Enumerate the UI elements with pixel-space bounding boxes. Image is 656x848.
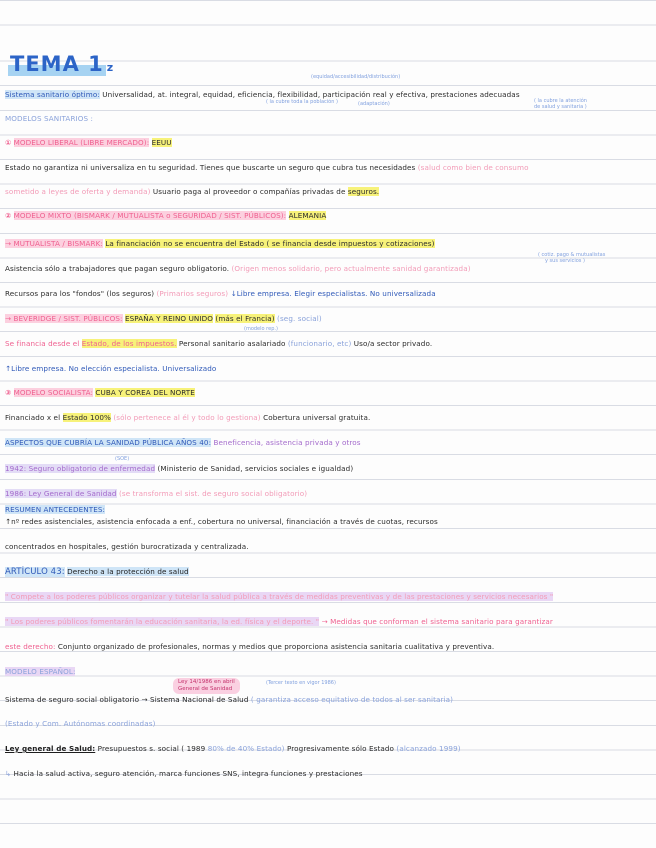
articulo-text: Derecho a la protección de salud <box>67 567 189 576</box>
line-mutualista <box>5 238 650 249</box>
recursos-aside: (Primarios seguros) <box>156 289 229 298</box>
line-1986 <box>5 488 650 499</box>
liberal-desc2-aside: sometido a leyes de oferta y demanda) <box>5 187 151 196</box>
socialista-countries: CUBA Y COREA DEL NORTE <box>95 388 195 397</box>
socialista-fin-rest: Cobertura universal gratuita. <box>263 413 371 422</box>
liberal-number: ① <box>5 138 12 147</box>
modelo-esp-label: MODELO ESPAÑOL: <box>5 667 76 676</box>
note-atencion-2: de salud y sanitaria ) <box>534 104 587 110</box>
liberal-desc2-main: Usuario paga al proveedor o compañías privadas de <box>152 187 346 196</box>
note-mutualista: ( cotiz. pago & mutualistas <box>538 252 606 258</box>
socialista-label: MODELO SOCIALISTA: <box>13 388 94 397</box>
mutualista-text: La financiación no se encuentra del Estado ( se financia desde impuestos y cotizaciones) <box>105 239 435 248</box>
aspectos-text: Beneficencia, asistencia privada y otros <box>213 438 361 447</box>
line-derecho <box>5 641 650 652</box>
resumen-label: RESUMEN ANTECEDENTES: <box>5 505 106 514</box>
line-estado: (Estado y Com. Autónomas coordinadas) <box>5 719 156 728</box>
pill-line2: General de Sanidad <box>178 686 233 692</box>
beveridge-aside: (seg. social) <box>277 314 322 323</box>
line-libre: ↑Libre empresa. No elección especialista. Universalizado <box>5 364 217 373</box>
line-recursos <box>5 288 650 299</box>
financia-end: Uso/a sector privado. <box>353 339 433 348</box>
liberal-desc-aside: (salud como bien de consumo <box>417 163 529 172</box>
recursos-rest: ↓Libre empresa. Elegir especialistas. No universalizada <box>230 289 436 298</box>
note-adaptacion: (adaptación) <box>358 101 390 107</box>
seguridad-label: Sistema Nacional de Salud <box>150 695 249 704</box>
line-resumen-2: concentrados en hospitales, gestión burocratizada y centralizada. <box>5 542 249 551</box>
hacia-arrow-icon: ↳ <box>5 769 12 778</box>
liberal-desc-main: Estado no garantiza ni universaliza en tu seguridad. Tienes que buscarte un seguro que cubra tus necesidades <box>5 163 416 172</box>
leygeneral-rest: Progresivamente sólo Estado <box>286 744 395 753</box>
line-aspectos <box>5 437 650 448</box>
line-compete <box>5 591 650 602</box>
aspectos-label: ASPECTOS QUE CUBRÍA LA SANIDAD PÚBLICA AÑOS 40: <box>5 438 212 447</box>
line-resumen-1: ↑nº redes asistenciales, asistencia enfocada a enf., cobertura no universal, financiación a través de cuotas, recursos <box>5 517 438 526</box>
socialista-number: ③ <box>5 388 12 397</box>
line-poderes <box>5 616 650 627</box>
mixto-country: ALEMANIA <box>288 211 327 220</box>
line-socialista <box>5 387 650 398</box>
financia-aside: (funcionario, etc) <box>287 339 352 348</box>
modelos-heading: MODELOS SANITARIOS : <box>5 114 94 123</box>
mutualista-label: → MUTUALISTA / BISMARK: <box>5 239 103 248</box>
asistencia-aside: (Origen menos solidario, pero actualmente sanidad garantizada) <box>231 264 471 273</box>
y1942-label: 1942: Seguro obligatorio de enfermedad <box>5 464 156 473</box>
derecho-text: Conjunto organizado de profesionales, normas y medios que proporciona asistencia sanitaria cualitativa y preventiva. <box>57 642 495 651</box>
page-title <box>8 52 114 76</box>
note-ley: (Tercer texto en vigor 1986) <box>266 680 336 686</box>
liberal-label: MODELO LIBERAL (LIBRE MERCADO): <box>13 138 150 147</box>
beveridge-label: → BEVERIDGE / SIST. PÚBLICOS: <box>5 314 123 323</box>
financia-hl: Estado, de los impuestos. <box>81 339 177 348</box>
derecho-label: este derecho: <box>5 642 56 651</box>
liberal-desc2-hl: seguros. <box>347 187 380 196</box>
line-modelo-esp <box>5 666 650 677</box>
pill-line1: Ley 14/1986 en abril <box>178 679 235 685</box>
line-mixto <box>5 210 650 221</box>
line-articulo <box>5 566 650 578</box>
note-equidad: (equidad/accesibilidad/distribución) <box>311 74 401 80</box>
articulo-label: ARTÍCULO 43: <box>5 567 65 577</box>
poderes-end: → Medidas que conforman el sistema sanitario para garantizar <box>321 617 553 626</box>
line-sistema <box>5 89 650 100</box>
line-liberal-desc <box>5 162 650 173</box>
seguridad-arrow: → <box>141 695 148 704</box>
line-financia <box>5 338 650 349</box>
mixto-number: ② <box>5 211 12 220</box>
line-beveridge <box>5 313 650 324</box>
asistencia-main: Asistencia sólo a trabajadores que pagan seguro obligatorio. <box>5 264 230 273</box>
hacia-text: Hacia la salud activa, seguro atención, marca funciones SNS, integra funciones y prestaciones <box>13 769 363 778</box>
beveridge-countries: ESPAÑA Y REINO UNIDO <box>124 314 214 323</box>
socialista-fin-main: Financiado x el <box>5 413 61 422</box>
line-asistencia <box>5 263 650 274</box>
leygeneral-label: Ley general de Salud: <box>5 744 96 753</box>
sistema-label: Sistema sanitario óptimo: <box>5 90 100 99</box>
line-1942 <box>5 463 650 474</box>
seguridad-aside: ( garantiza acceso equitativo de todos al ser sanitaria) <box>250 695 454 704</box>
financia-main: Se financia desde el <box>5 339 80 348</box>
liberal-country: EEUU <box>151 138 172 147</box>
beveridge-extra: (más el Francia) <box>215 314 275 323</box>
leygeneral-end: (alcanzado 1999) <box>396 744 461 753</box>
line-leygeneral <box>5 743 650 754</box>
note-soe: (SOE) <box>115 456 130 462</box>
y1986-label: 1986: Ley General de Sanidad <box>5 489 117 498</box>
socialista-fin-hl: Estado 100% <box>62 413 111 422</box>
title-main: TEMA 1 <box>10 52 104 76</box>
note-atencion: ( la cubre la atención <box>534 98 587 104</box>
leygeneral-aside: 80% de 40% Estado) <box>207 744 285 753</box>
ley-1986-tag <box>173 678 240 694</box>
seguridad-main: Sistema de seguro social obligatorio <box>5 695 140 704</box>
leygeneral-main: Presupuestos s. social ( 1989 <box>97 744 206 753</box>
line-socialista-fin <box>5 412 650 423</box>
y1986-aside: (se transforma el sist. de seguro social obligatorio) <box>118 489 308 498</box>
financia-rest: Personal sanitario asalariado <box>178 339 286 348</box>
sistema-text: Universalidad, at. integral, equidad, eficiencia, flexibilidad, participación real y efectiva, prestaciones adecuadas <box>102 90 520 99</box>
mixto-label: MODELO MIXTO (BISMARK / MUTUALISTA o SEGURIDAD / SIST. PÚBLICOS): <box>13 211 287 220</box>
note-cubre: ( la cubre toda la población ) <box>266 99 338 105</box>
poderes-main: " Los poderes públicos fomentarán la educación sanitaria, la ed. física y el deporte. " <box>5 617 320 626</box>
line-liberal-desc2 <box>5 186 650 197</box>
socialista-fin-aside: (sólo pertenece al él y todo lo gestiona) <box>113 413 261 422</box>
line-seguridad <box>5 694 650 705</box>
y1942-text: (Ministerio de Sanidad, servicios sociales e igualdad) <box>157 464 354 473</box>
line-hacia <box>5 768 650 779</box>
compete-text: " Compete a los poderes públicos organizar y tutelar la salud pública a través de medidas preventivas y de las prestaciones y servicios necesarios " <box>5 592 554 601</box>
note-beveridge: (modelo rep.) <box>244 326 278 332</box>
recursos-main: Recursos para los "fondos" (los seguros) <box>5 289 155 298</box>
title-suffix: z <box>106 61 115 74</box>
line-resumen <box>5 504 650 515</box>
note-mutualista-2: y sus servicios ) <box>545 258 585 264</box>
line-liberal <box>5 137 650 148</box>
